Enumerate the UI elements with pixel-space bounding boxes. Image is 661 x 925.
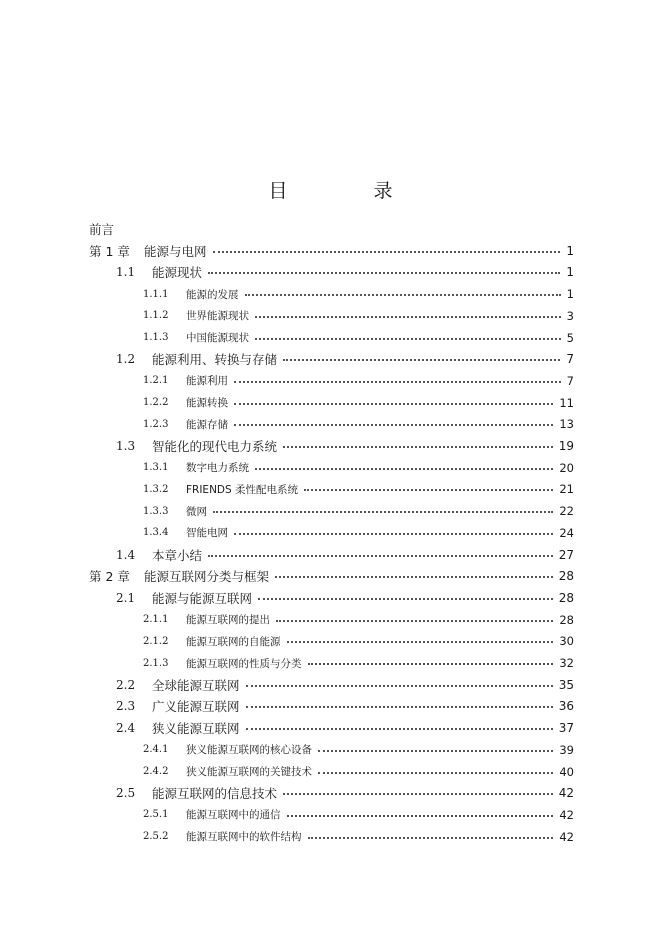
toc-entry-number: 第 1 章 bbox=[89, 243, 130, 259]
toc-entry-number: 1.3.3 bbox=[143, 505, 169, 517]
toc-leader-dots bbox=[213, 511, 553, 513]
toc-entry[interactable] bbox=[0, 718, 661, 738]
toc-entry-number: 第 2 章 bbox=[89, 569, 130, 585]
toc-leader-dots bbox=[208, 272, 560, 274]
toc-leader-dots bbox=[234, 403, 553, 405]
toc-entry[interactable] bbox=[0, 631, 661, 651]
toc-entry-label: 能源与能源互联网 bbox=[152, 590, 253, 606]
toc-entry-label: 能源互联网中的通信 bbox=[186, 809, 281, 822]
toc-entry-page: 7 bbox=[566, 373, 574, 388]
toc-leader-dots bbox=[318, 772, 553, 774]
toc-entry[interactable] bbox=[0, 501, 661, 521]
toc-entry-page: 3 bbox=[566, 308, 574, 323]
toc-leader-dots bbox=[258, 598, 553, 600]
toc-entry-page: 1 bbox=[566, 243, 574, 258]
toc-entry-page: 28 bbox=[559, 612, 574, 627]
toc-entry-number: 2.1.2 bbox=[143, 635, 169, 647]
toc-entry-label: 数字电力系统 bbox=[186, 462, 249, 475]
toc-entry-page: 42 bbox=[558, 786, 574, 801]
toc-entry[interactable] bbox=[0, 284, 661, 304]
toc-entry-number: 1.2 bbox=[116, 352, 136, 367]
toc-entry[interactable] bbox=[0, 219, 661, 239]
toc-entry-number: 2.4.2 bbox=[143, 766, 169, 777]
toc-leader-dots bbox=[245, 294, 561, 296]
toc-entry-number: 1.3.1 bbox=[143, 462, 169, 474]
toc-entry[interactable] bbox=[0, 805, 661, 825]
toc-leader-dots bbox=[208, 555, 553, 557]
toc-leader-dots bbox=[283, 446, 553, 448]
toc-entry-number: 1.2.1 bbox=[143, 375, 169, 387]
toc-leader-dots bbox=[276, 620, 553, 622]
toc-entry[interactable] bbox=[0, 262, 661, 282]
toc-entry-number: 1.1 bbox=[116, 265, 136, 280]
toc-entry-number: 1.1.2 bbox=[143, 310, 169, 322]
toc-entry-label: 全球能源互联网 bbox=[152, 677, 240, 693]
toc-entry-page: 22 bbox=[559, 504, 574, 519]
toc-entry-label: 能源互联网的提出 bbox=[186, 614, 270, 627]
toc-entry-page: 35 bbox=[558, 677, 574, 692]
toc-entry[interactable] bbox=[0, 783, 661, 803]
toc-entry-page: 39 bbox=[559, 742, 574, 757]
toc-entry-number: 2.5.1 bbox=[143, 809, 169, 821]
toc-entry-page: 20 bbox=[559, 460, 574, 475]
toc-entry-label: 能源互联网的自能源 bbox=[186, 635, 281, 648]
toc-entry-label: 广义能源互联网 bbox=[152, 699, 240, 715]
toc-entry[interactable] bbox=[0, 328, 661, 348]
toc-entry[interactable] bbox=[0, 610, 661, 630]
toc-entry[interactable] bbox=[0, 566, 661, 586]
toc-entry[interactable] bbox=[0, 588, 661, 608]
toc-leader-dots bbox=[246, 728, 553, 730]
toc-entry-page: 28 bbox=[558, 590, 574, 605]
toc-leader-dots bbox=[287, 641, 554, 643]
toc-entry-label: 本章小结 bbox=[152, 547, 203, 563]
toc-entry-label: 狭义能源互联网的关键技术 bbox=[186, 766, 312, 778]
toc-entry-number: 2.2 bbox=[116, 677, 136, 692]
toc-entry-page: 11 bbox=[559, 395, 574, 410]
toc-entry-label: 微网 bbox=[186, 505, 207, 518]
toc-entry-page: 37 bbox=[558, 721, 574, 736]
toc-entry[interactable] bbox=[0, 414, 661, 434]
toc-entry-label: 能源利用、转换与存储 bbox=[152, 352, 278, 368]
toc-leader-dots bbox=[255, 316, 561, 318]
toc-entry-number: 1.3.4 bbox=[143, 527, 169, 539]
toc-entry-number: 2.1 bbox=[116, 590, 136, 605]
toc-entry-page: 1 bbox=[566, 265, 574, 280]
toc-entry[interactable] bbox=[0, 523, 661, 543]
toc-entry-number: 1.2.2 bbox=[143, 397, 169, 409]
toc-entry-label: 能源互联网中的软件结构 bbox=[186, 831, 302, 844]
toc-entry-page: 1 bbox=[566, 287, 574, 302]
toc-entry-number: 1.2.3 bbox=[143, 418, 169, 430]
toc-leader-dots bbox=[234, 381, 561, 383]
toc-leader-dots bbox=[283, 793, 553, 795]
toc-entry[interactable] bbox=[0, 479, 661, 499]
toc-entry-number: 1.1.1 bbox=[143, 288, 169, 300]
toc-entry-label: 能源与电网 bbox=[144, 243, 207, 259]
toc-entry-label: 能源互联网分类与框架 bbox=[144, 569, 270, 585]
toc-leader-dots bbox=[304, 489, 553, 491]
toc-entry-label: 智能电网 bbox=[186, 527, 228, 540]
toc-entry[interactable] bbox=[0, 827, 661, 847]
toc-entry[interactable] bbox=[0, 393, 661, 413]
toc-entry-label: 能源的发展 bbox=[186, 288, 239, 301]
toc-leader-dots bbox=[308, 663, 554, 665]
toc-leader-dots bbox=[246, 685, 553, 687]
page-title: 目 录 bbox=[268, 180, 433, 202]
toc-entry-page: 19 bbox=[558, 439, 574, 453]
toc-entry-label: 世界能源现状 bbox=[186, 310, 249, 323]
toc-entry[interactable] bbox=[0, 241, 661, 261]
toc-entry-label: 狭义能源互联网的核心设备 bbox=[186, 744, 312, 757]
toc-entry-number: 1.3 bbox=[116, 439, 136, 453]
toc-leader-dots bbox=[287, 815, 554, 817]
toc-entry[interactable] bbox=[0, 436, 661, 456]
toc-entry-label: 智能化的现代电力系统 bbox=[152, 439, 278, 454]
toc-entry-page: 28 bbox=[558, 569, 574, 584]
toc-entry-number: 1.3.2 bbox=[143, 483, 169, 495]
toc-entry[interactable] bbox=[0, 653, 661, 673]
toc-entry-label: FRIENDS 柔性配电系统 bbox=[186, 483, 299, 496]
toc-entry[interactable] bbox=[0, 675, 661, 695]
toc-entry-page: 13 bbox=[559, 417, 574, 432]
toc-entry-label: 能源转换 bbox=[186, 397, 228, 410]
toc-leader-dots bbox=[308, 837, 554, 839]
toc-entry[interactable] bbox=[0, 458, 661, 478]
toc-entry[interactable] bbox=[0, 306, 661, 326]
toc-entry-label: 能源现状 bbox=[152, 265, 203, 281]
toc-entry-number: 2.4.1 bbox=[143, 744, 169, 756]
toc-entry[interactable] bbox=[0, 762, 661, 782]
toc-entry[interactable] bbox=[0, 545, 661, 565]
toc-entry-label: 能源互联网的性质与分类 bbox=[186, 657, 302, 670]
toc-leader-dots bbox=[255, 468, 553, 470]
toc-entry-page: 30 bbox=[559, 634, 574, 649]
toc-entry-label: 中国能源现状 bbox=[186, 332, 249, 344]
toc-entry-number: 2.5 bbox=[116, 786, 136, 801]
toc-entry-number: 2.1.3 bbox=[143, 657, 169, 669]
toc-entry-page: 7 bbox=[566, 352, 574, 367]
toc-entry-page: 36 bbox=[558, 699, 574, 714]
toc-entry-page: 40 bbox=[559, 764, 574, 779]
toc-entry-number: 2.4 bbox=[116, 721, 136, 736]
toc-entry-page: 24 bbox=[559, 525, 574, 540]
toc-entry[interactable] bbox=[0, 371, 661, 391]
toc-entry-label: 能源互联网的信息技术 bbox=[152, 786, 278, 802]
toc-entry[interactable] bbox=[0, 696, 661, 716]
toc-entry-number: 2.5.2 bbox=[143, 831, 169, 843]
toc-entry-number: 2.3 bbox=[116, 699, 136, 714]
toc-entry-page: 5 bbox=[566, 330, 574, 345]
toc-leader-dots bbox=[283, 359, 560, 361]
toc-entry[interactable] bbox=[0, 740, 661, 760]
toc-leader-dots bbox=[246, 706, 553, 708]
toc-entry-page: 27 bbox=[558, 547, 574, 562]
toc-entry-label: 前言 bbox=[89, 222, 115, 237]
toc-entry-number: 1.1.3 bbox=[143, 332, 169, 343]
toc-entry-label: 能源存储 bbox=[186, 418, 228, 431]
toc-leader-dots bbox=[275, 576, 553, 578]
toc-entry-page: 21 bbox=[559, 482, 574, 497]
toc-entry-number: 1.4 bbox=[116, 547, 136, 562]
toc-entry-page: 42 bbox=[559, 829, 574, 844]
toc-leader-dots bbox=[234, 533, 553, 535]
toc-leader-dots bbox=[255, 338, 561, 340]
toc-entry-label: 能源利用 bbox=[186, 375, 228, 388]
toc-leader-dots bbox=[213, 251, 561, 253]
toc-leader-dots bbox=[318, 750, 553, 752]
toc-entry-page: 32 bbox=[559, 656, 574, 670]
toc-entry-label: 狭义能源互联网 bbox=[152, 721, 240, 737]
toc-entry-number: 2.1.1 bbox=[143, 614, 169, 626]
toc-entry[interactable] bbox=[0, 349, 661, 369]
toc-entry-page: 42 bbox=[559, 807, 574, 822]
toc-leader-dots bbox=[234, 424, 553, 426]
